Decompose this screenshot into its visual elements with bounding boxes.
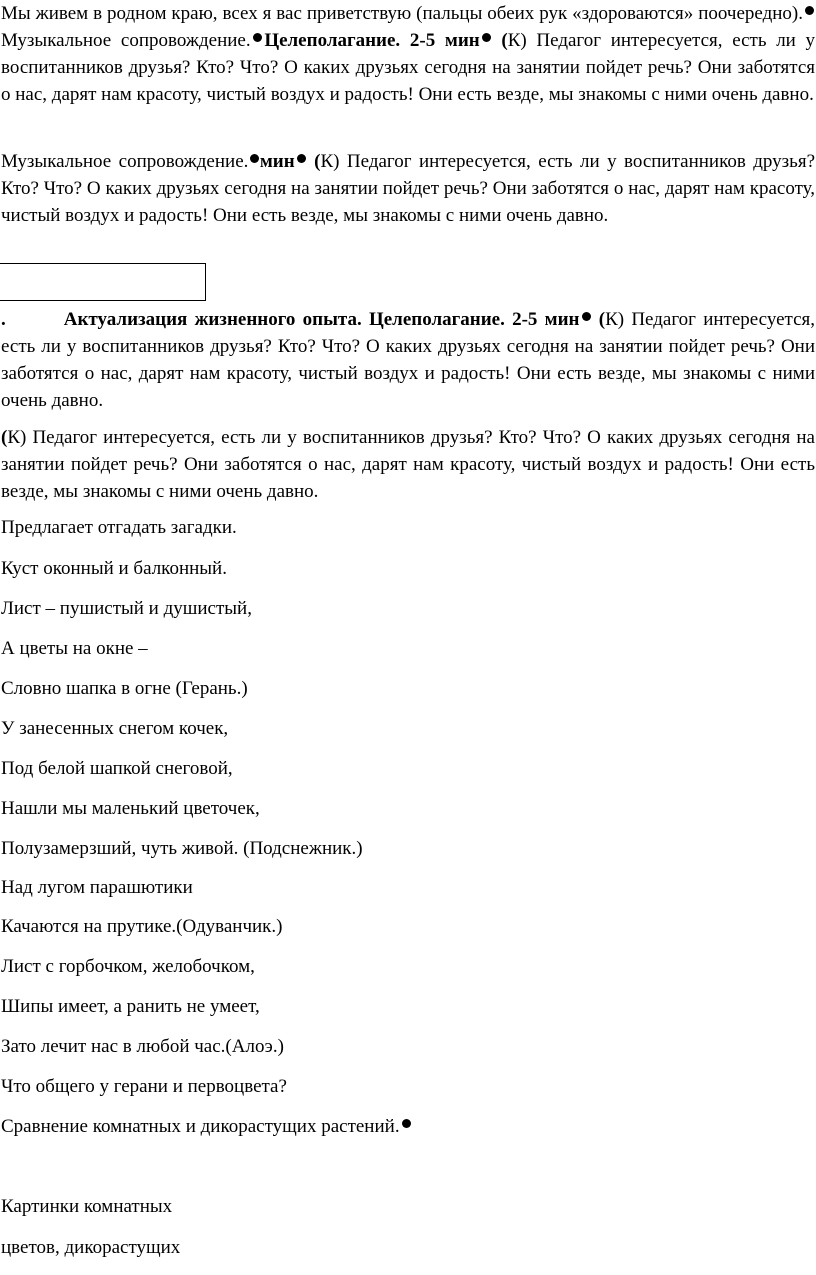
text-line: Качаются на прутике.(Одуванчик.) xyxy=(1,916,283,937)
bullet-icon xyxy=(482,33,491,42)
section-heading: Актуализация жизненного опыта. Целеполагание. 2-5 мин xyxy=(63,309,580,330)
bracket-open: ( xyxy=(598,309,606,330)
text-line: Полузамерзший, чуть живой. (Подснежник.) xyxy=(1,838,363,859)
paragraph-teacher xyxy=(1,424,815,505)
text-line: Шипы имеет, а ранить не умеет, xyxy=(1,996,260,1017)
teacher-text: К) Педагог интересуется, есть ли у воспитанников друзья? Кто? Что? О каких друзьях сегодня на занятии пойдет речь? Они заботятся о нас, дарят нам красоту, чистый воздух и радость! Они есть везде, мы знакомы с ними очень давно. xyxy=(1,30,816,105)
paragraph-music xyxy=(1,148,815,229)
bracket-open: ( xyxy=(1,427,8,448)
text-line: Над лугом парашютики xyxy=(1,877,193,898)
text-line: Куст оконный и балконный. xyxy=(1,558,227,579)
text-line: Словно шапка в огне (Герань.) xyxy=(1,678,248,699)
text-line: Лист – пушистый и душистый, xyxy=(1,598,252,619)
list-marker: . xyxy=(1,309,6,330)
bracket-open: ( xyxy=(314,151,321,172)
bullet-icon xyxy=(805,6,814,15)
text-line: А цветы на окне – xyxy=(1,638,148,659)
section-heading: мин xyxy=(259,151,295,172)
text-line: У занесенных снегом кочек, xyxy=(1,718,229,739)
greeting-text: Мы живем в родном краю, всех я вас приветствую (пальцы обеих рук «здороваются» поочередно). xyxy=(1,3,803,24)
teacher-text: К) Педагог интересуется, есть ли у воспитанников друзья? Кто? Что? О каких друзьях сегодня на занятии пойдет речь? Они заботятся о нас, дарят нам красоту, чистый воздух и радость! Они есть везде, мы знакомы с ними очень давно. xyxy=(1,151,816,226)
bullet-icon xyxy=(402,1119,411,1128)
music-accompaniment-text: Музыкальное сопровождение. xyxy=(1,151,249,172)
text-line: Лист с горбочком, желобочком, xyxy=(1,956,255,977)
teacher-text: К) Педагог интересуется, есть ли у воспитанников друзья? Кто? Что? О каких друзьях сегодня на занятии пойдет речь? Они заботятся о нас, дарят нам красоту, чистый воздух и радость! Они есть везде, мы знакомы с ними очень давно. xyxy=(1,427,815,502)
footer-line: Картинки комнатных xyxy=(1,1196,173,1217)
teacher-text: К) Педагог интересуется, есть ли у воспитанников друзья? Кто? Что? О каких друзьях сегодня на занятии пойдет речь? Они заботятся о нас, дарят нам красоту, чистый воздух и радость! Они есть везде, мы знакомы с ними очень давно. xyxy=(1,309,815,411)
text-line: Зато лечит нас в любой час.(Алоэ.) xyxy=(1,1036,284,1057)
music-accompaniment-text: Музыкальное сопровождение. xyxy=(1,30,251,51)
footer-line: цветов, дикорастущих xyxy=(1,1237,181,1258)
bullet-icon xyxy=(297,154,306,163)
text-line: Предлагает отгадать загадки. xyxy=(1,517,237,538)
bullet-icon xyxy=(582,312,591,321)
bracket-open: ( xyxy=(501,30,508,51)
text-line: Что общего у герани и первоцвета? xyxy=(1,1076,287,1097)
comparison-text: Сравнение комнатных и дикорастущих растений. xyxy=(1,1116,400,1137)
text-line xyxy=(1,1113,412,1140)
bullet-icon xyxy=(250,154,259,163)
text-line: Нашли мы маленький цветочек, xyxy=(1,798,260,819)
empty-frame xyxy=(0,263,206,301)
paragraph-greeting xyxy=(1,0,815,108)
section-heading: Целеполагание. 2-5 мин xyxy=(264,30,480,51)
text-line: Под белой шапкой снеговой, xyxy=(1,758,233,779)
paragraph-actualization xyxy=(1,306,815,414)
bullet-icon xyxy=(253,33,262,42)
